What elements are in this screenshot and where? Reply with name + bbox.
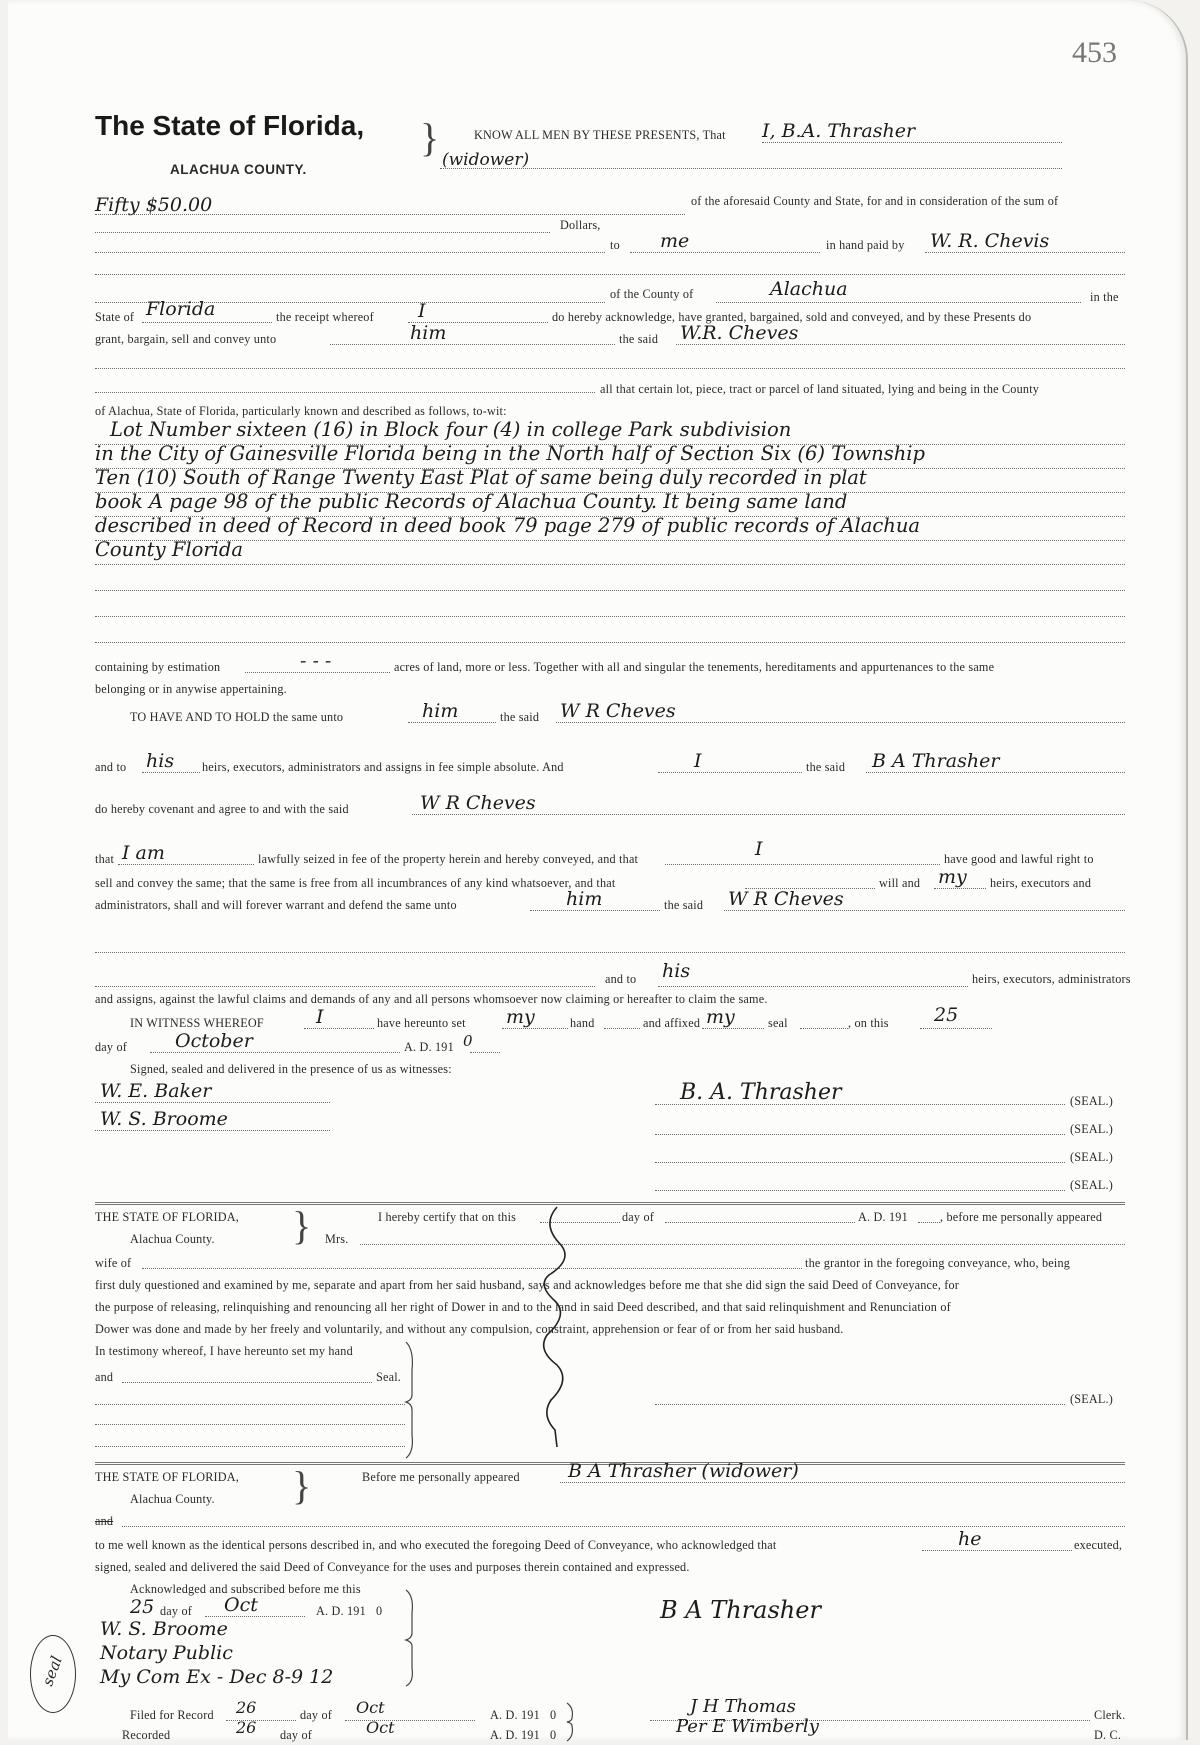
clerk-label: Clerk. <box>1094 1708 1126 1722</box>
to-line-blank <box>95 252 605 253</box>
dower-seal: (SEAL.) <box>1070 1392 1114 1406</box>
land-description-line: book A page 98 of the public Records of Alachua County. It being same land <box>95 490 848 513</box>
land-description-line: in the City of Gainesville Florida being in the North half of Section Six (6) Township <box>95 442 925 465</box>
affixed-pronoun: my <box>706 1006 735 1028</box>
seal-line-3 <box>655 1162 1065 1163</box>
seized-line <box>665 864 940 865</box>
seal-label-3: (SEAL.) <box>1070 1150 1114 1164</box>
signed-text: Signed, sealed and delivered in the presence of us as witnesses: <box>130 1062 452 1076</box>
amount-line <box>95 214 685 215</box>
assigns-text: and assigns, against the lawful claims and demands of any and all persons whomsoever now claiming or hereafter to claim the same. <box>95 992 768 1006</box>
ad-label: A. D. 191 <box>404 1040 454 1054</box>
dower-line-2: the purpose of releasing, relinquishing and renouncing all her right of Dower in and to the land in said Deed described, and that said relinquishment and Renunciation of <box>95 1300 951 1314</box>
ack-day-of: day of <box>160 1604 192 1618</box>
blank-line-3 <box>95 952 1125 953</box>
recorded-day: 26 <box>236 1718 257 1737</box>
witness-month: October <box>175 1030 253 1052</box>
set-line <box>502 1028 568 1029</box>
ack-appeared-line <box>560 1482 1125 1483</box>
unto-pronoun: him <box>422 700 459 722</box>
ack-brace: } <box>292 1463 312 1508</box>
grantee-line <box>676 344 1125 345</box>
and-who-line <box>658 772 802 773</box>
affixed-label: and affixed <box>643 1016 701 1030</box>
in-hand-label: in hand paid by <box>826 238 905 252</box>
and-to-label: and to <box>95 760 127 774</box>
and-to2-label: and to <box>605 972 637 986</box>
land-county-text: of Alachua, State of Florida, particularly known and described as follows, to-wit: <box>95 404 507 418</box>
witness-month-line <box>150 1052 400 1053</box>
deputy-clerk-signature: Per E Wimberly <box>676 1716 819 1737</box>
habendum-grantor: B A Thrasher <box>872 750 1000 772</box>
day-of-label: day of <box>95 1040 127 1054</box>
consideration-text: of the aforesaid County and State, for and in consideration of the sum of <box>691 194 1059 208</box>
state-line <box>142 322 272 323</box>
land-description-line: described in deed of Record in deed book 79 page 279 of public records of Alachua <box>95 514 921 537</box>
grantor-signature: B. A. Thrasher <box>680 1080 842 1105</box>
ack-month-line <box>205 1616 305 1617</box>
seal-line-1 <box>655 1104 1065 1105</box>
dower-and: and <box>95 1370 114 1384</box>
dower-mrs: Mrs. <box>325 1232 349 1246</box>
desc-line <box>95 590 1125 591</box>
ack-executed: executed, <box>1074 1538 1123 1552</box>
grantor-line <box>762 142 1062 143</box>
county-name: Alachua <box>770 278 848 300</box>
section-separator <box>95 1202 1125 1205</box>
sell-convey-text: sell and convey the same; that the same is free from all incumbrances of any kind whatsoever, and that <box>95 876 616 890</box>
grantor-status-line <box>440 168 1062 169</box>
blank-line-2 <box>95 368 1125 369</box>
land-blank-line <box>95 392 595 393</box>
witness-day-line <box>920 1028 992 1029</box>
seal-line-4 <box>655 1190 1065 1191</box>
consideration-amount: Fifty $50.00 <box>95 194 213 216</box>
seal-label-2: (SEAL.) <box>1070 1122 1114 1136</box>
that-label: that <box>95 852 115 866</box>
desc-line <box>95 564 1125 565</box>
heirs2-text: heirs, executors and <box>990 876 1092 890</box>
containing-label: containing by estimation <box>95 660 221 674</box>
habendum-grantee: W R Cheves <box>560 700 676 722</box>
seal-on-line <box>800 1028 848 1029</box>
county-line <box>716 302 1081 303</box>
ack-blank-line <box>122 1526 1125 1527</box>
acres-line <box>245 672 390 673</box>
desc-line <box>95 642 1125 643</box>
witness-1-line <box>95 1102 330 1103</box>
habendum-the-said-2: the said <box>806 760 846 774</box>
good-right-text: have good and lawful right to <box>944 852 1094 866</box>
dower-mrs-line <box>360 1244 1125 1245</box>
acknowledge-text: do hereby acknowledge, have granted, bargained, sold and conveyed, and by these Presents do <box>552 310 1032 324</box>
whereof-who: I <box>316 1006 324 1028</box>
witness-2-signature: W. S. Broome <box>100 1108 228 1130</box>
dower-day-of: day of <box>622 1210 654 1224</box>
will-and-label: will and <box>879 876 921 890</box>
ack-state: THE STATE OF FLORIDA, <box>95 1470 240 1484</box>
notary-commission: My Com Ex - Dec 8-9 12 <box>100 1666 334 1688</box>
set-label: have hereunto set <box>377 1016 466 1030</box>
his-pronoun: his <box>146 750 175 772</box>
clerk-signature: J H Thomas <box>690 1696 796 1717</box>
ack-before: Before me personally appeared <box>362 1470 520 1484</box>
covenant-grantee: W R Cheves <box>420 792 536 814</box>
seal-label-1: (SEAL.) <box>1070 1094 1114 1108</box>
witness-year-line <box>470 1052 500 1053</box>
payer-name: W. R. Chevis <box>930 230 1050 252</box>
habendum-grantee-line <box>556 722 1125 723</box>
land-description-line: Lot Number sixteen (16) in Block four (4) in college Park subdivision <box>110 418 792 441</box>
filed-day: 26 <box>236 1698 257 1717</box>
to-recipient-line <box>630 252 820 253</box>
receipt-who: I <box>418 300 426 322</box>
ack-month: Oct <box>224 1594 258 1616</box>
filing-bracket <box>566 1702 576 1742</box>
ack-he: he <box>958 1528 982 1550</box>
land-intro: all that certain lot, piece, tract or parcel of land situated, lying and being in the County <box>600 382 1040 396</box>
to-recipient: me <box>660 230 690 252</box>
seal-on-label: seal <box>768 1016 788 1030</box>
ack-he-line <box>922 1550 1072 1551</box>
ack-year: 0 <box>376 1604 383 1618</box>
dower-and-line <box>122 1382 372 1383</box>
dower-certify: I hereby certify that on this <box>378 1210 517 1224</box>
am-value: I am <box>122 842 165 864</box>
notary-seal-stamp: seal <box>30 1635 76 1713</box>
state-of-label: State of <box>95 310 135 324</box>
dower-brace: } <box>292 1203 312 1248</box>
ack-subscribed: Acknowledged and subscribed before me this <box>130 1582 361 1596</box>
ack-county: Alachua County. <box>130 1492 215 1506</box>
my-pronoun: my <box>938 866 967 888</box>
seized-who: I <box>755 838 763 860</box>
witness-day: 25 <box>934 1004 959 1026</box>
dower-line-3: Dower was done and made by her freely and voluntarily, and without any compulsion, constraint, apprehension or fear of or from her said husband. <box>95 1322 844 1336</box>
seal-line-2 <box>655 1134 1065 1135</box>
dower-grantor: the grantor in the foregoing conveyance, who, being <box>805 1256 1071 1270</box>
seal-label-4: (SEAL.) <box>1070 1178 1114 1192</box>
dower-ad: A. D. 191 <box>858 1210 908 1224</box>
defend-pronoun: him <box>566 888 603 910</box>
filed-label: Filed for Record <box>130 1708 214 1722</box>
filed-year: 0 <box>550 1708 557 1722</box>
witness-year: 0 <box>463 1032 473 1050</box>
ack-appeared: B A Thrasher (widower) <box>568 1460 799 1482</box>
habendum-the-said: the said <box>500 710 540 724</box>
the-said-label: the said <box>619 332 659 346</box>
and-to2-blank-line <box>95 986 595 987</box>
witness-whereof: IN WITNESS WHEREOF <box>130 1016 264 1030</box>
dollars-label: Dollars, <box>560 218 601 232</box>
affixed-line <box>702 1028 764 1029</box>
dower-personally: , before me personally appeared <box>940 1210 1103 1224</box>
ack-line-1: to me well known as the identical persons described in, and who executed the foregoing Deed of Conveyance, who acknowledged that <box>95 1538 777 1552</box>
dower-line-1: first duly questioned and examined by me, separate and apart from her said husband, says and acknowledges before me that she did sign the said Deed of Conveyance, for <box>95 1278 960 1292</box>
dower-blank-3 <box>95 1446 405 1447</box>
my-line <box>934 888 986 889</box>
in-the-label: in the <box>1090 290 1119 304</box>
dower-blank-1 <box>95 1404 405 1405</box>
state-name: Florida <box>146 298 216 320</box>
covenant-line <box>412 814 1125 815</box>
county-header: ALACHUA COUNTY. <box>170 162 307 177</box>
payer-line <box>925 252 1125 253</box>
grantee-pronoun-line <box>330 344 615 345</box>
recorded-month: Oct <box>366 1718 395 1737</box>
dower-year-line <box>918 1222 940 1223</box>
ack-bracket <box>404 1588 416 1688</box>
dower-county: Alachua County. <box>130 1232 215 1246</box>
grantor-status: (widower) <box>442 150 530 170</box>
dower-seal-word: Seal. <box>376 1370 402 1384</box>
hand-label: hand <box>570 1016 595 1030</box>
blank-line-1 <box>95 274 1125 275</box>
unto-line <box>408 722 496 723</box>
deputy-clerk-label: D. C. <box>1094 1728 1122 1742</box>
header-brace: } <box>420 115 440 160</box>
desc-line <box>95 540 1125 541</box>
recorded-label: Recorded <box>122 1728 171 1742</box>
dower-seal-line <box>655 1404 1065 1405</box>
administrators-text: administrators, shall and will forever warrant and defend the same unto <box>95 898 457 912</box>
belonging-text: belonging or in anywise appertaining. <box>95 682 287 696</box>
recorded-day-of: day of <box>280 1728 312 1742</box>
ack-day: 25 <box>130 1596 155 1618</box>
defend-line <box>530 910 660 911</box>
ack-grantor-signature: B A Thrasher <box>660 1596 821 1624</box>
grantor-name: I, B.A. Thrasher <box>762 120 916 142</box>
of-county-label: of the County of <box>610 287 694 301</box>
grantee-name: W.R. Cheves <box>680 322 799 344</box>
desc-line <box>95 616 1125 617</box>
acres-text: acres of land, more or less. Together with all and singular the tenements, hereditaments and appurtenances to the same <box>394 660 995 674</box>
witness-2-line <box>95 1130 330 1131</box>
to-label: to <box>610 238 620 252</box>
receipt-label: the receipt whereof <box>276 310 374 324</box>
land-description-line: County Florida <box>95 538 244 561</box>
his2-line <box>658 986 968 987</box>
covenant-text: do hereby covenant and agree to and with the said <box>95 802 349 816</box>
notary-title: Notary Public <box>100 1642 233 1664</box>
acres-value: - - - <box>300 650 332 672</box>
ack-line-2: signed, sealed and delivered the said Deed of Conveyance for the uses and purposes therein contained and expressed. <box>95 1560 690 1574</box>
land-description-line: Ten (10) South of Range Twenty East Plat of same being duly recorded in plat <box>95 466 867 489</box>
habendum-the-said-3: the said <box>664 898 704 912</box>
heirs-text: heirs, executors, administrators and assigns in fee simple absolute. And <box>202 760 564 774</box>
defend-grantee-line <box>724 910 1125 911</box>
recorded-year: 0 <box>550 1728 557 1742</box>
seized-text: lawfully seized in fee of the property herein and hereby conveyed, and that <box>258 852 639 866</box>
know-all-text: KNOW ALL MEN BY THESE PRESENTS, That <box>474 128 726 142</box>
witness-1-signature: W. E. Baker <box>100 1080 212 1102</box>
grantee-pronoun: him <box>410 322 447 344</box>
filed-ad: A. D. 191 <box>490 1708 540 1722</box>
dower-testimony: In testimony whereof, I have hereunto set my hand <box>95 1344 353 1358</box>
hand-line <box>604 1028 640 1029</box>
his2-pronoun: his <box>662 960 691 982</box>
defend-grantee: W R Cheves <box>728 888 844 910</box>
dower-wife-line <box>142 1268 802 1269</box>
his-line <box>142 772 200 773</box>
page-number: 453 <box>1072 36 1117 69</box>
dower-bracket <box>404 1340 416 1460</box>
document-title: The State of Florida, <box>95 110 365 141</box>
to-have-text: TO HAVE AND TO HOLD the same unto <box>130 710 344 724</box>
recorded-ad: A. D. 191 <box>490 1728 540 1742</box>
whereof-line <box>304 1028 374 1029</box>
dower-wife-of: wife of <box>95 1256 132 1270</box>
am-line <box>118 864 254 865</box>
dollars-line <box>95 232 550 233</box>
heirs3-text: heirs, executors, administrators <box>972 972 1131 986</box>
dower-cancel-mark <box>535 1205 575 1450</box>
on-this-label: , on this <box>848 1016 889 1030</box>
set-pronoun: my <box>506 1006 535 1028</box>
filed-month-line <box>345 1720 475 1721</box>
habendum-grantor-line <box>866 772 1125 773</box>
dower-state: THE STATE OF FLORIDA, <box>95 1210 240 1224</box>
dower-month-line <box>665 1222 855 1223</box>
filed-month: Oct <box>356 1698 385 1717</box>
grant-text: grant, bargain, sell and convey unto <box>95 332 277 346</box>
ack-ad: A. D. 191 <box>316 1604 366 1618</box>
notary-signature: W. S. Broome <box>100 1618 228 1640</box>
ack-struck-and: and <box>95 1514 114 1528</box>
filed-day-of: day of <box>300 1708 332 1722</box>
dower-blank-2 <box>95 1424 405 1425</box>
and-who: I <box>694 750 702 772</box>
